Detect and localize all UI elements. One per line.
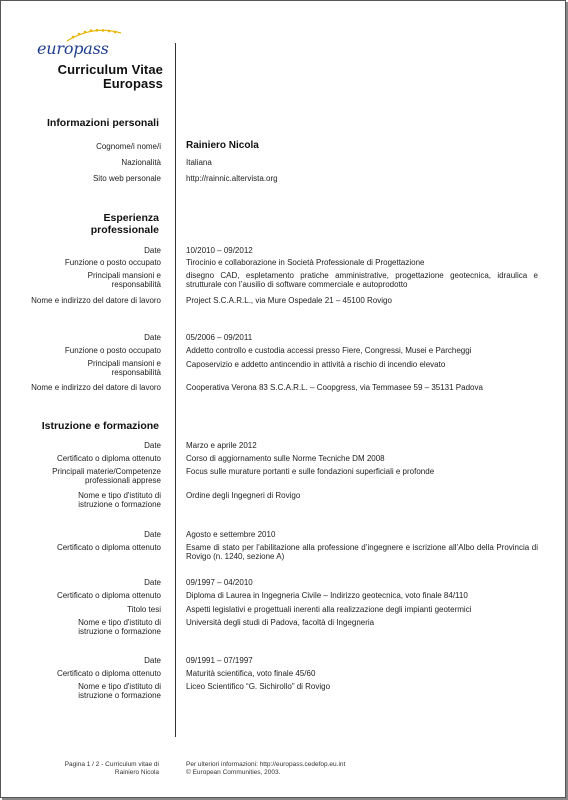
exp1-duties-value: disegno CAD, espletamento pratiche amministrative, progettazione geotecnica, idraulica e strutturale con l’ausilio di software commerciale e autoprodotto xyxy=(186,271,538,289)
nationality-value: Italiana xyxy=(186,158,212,167)
title-line-2: Europass xyxy=(102,76,163,91)
edu2-cert-label: Certificato o diploma ottenuto xyxy=(56,543,161,552)
edu1-cert-value: Corso di aggiornamento sulle Norme Tecniche DM 2008 xyxy=(186,454,385,463)
edu4-cert-value: Maturità scientifica, voto finale 45/60 xyxy=(186,669,316,678)
europass-logo xyxy=(37,27,147,63)
edu1-cert-label: Certificato o diploma ottenuto xyxy=(56,454,161,463)
edu4-inst-label: Nome e tipo d'istituto di istruzione o formazione xyxy=(78,682,161,700)
exp2-date-label: Date xyxy=(144,333,161,342)
experience-title-line-1: Esperienza xyxy=(103,212,159,224)
section-education-title: Istruzione e formazione xyxy=(41,420,159,432)
edu1-subjects-label: Principali materie/Competenze professionali apprese xyxy=(52,467,161,485)
website-value[interactable]: http://rainnic.altervista.org xyxy=(186,174,278,183)
exp2-role-value: Addetto controllo e custodia accessi presso Fiere, Congressi, Musei e Parcheggi xyxy=(186,346,472,355)
footer-left-line-2: Rainiero Nicola xyxy=(114,769,159,776)
edu3-thesis-value: Aspetti legislativi e progettuali inerenti alla realizzazione degli impianti geotermici xyxy=(186,605,472,614)
section-experience-title xyxy=(91,212,159,236)
edu1-inst-label: Nome e tipo d'istituto di istruzione o formazione xyxy=(78,491,161,509)
surname-label: Cognome/i nome/i xyxy=(96,142,161,151)
footer-left-line-1: Pagina 1 / 2 - Curriculum vitae di xyxy=(64,761,159,768)
vertical-divider xyxy=(175,43,176,737)
footer-page-info xyxy=(19,761,159,777)
exp1-employer-label: Nome e indirizzo del datore di lavoro xyxy=(31,296,161,305)
edu3-date-value: 09/1997 – 04/2010 xyxy=(186,578,253,587)
exp1-role-label: Funzione o posto occupato xyxy=(64,258,161,267)
exp2-role-label: Funzione o posto occupato xyxy=(64,346,161,355)
surname-value: Rainiero Nicola xyxy=(186,140,259,151)
document-title xyxy=(21,63,163,91)
footer-right-line-1: Per ulteriori informazioni: http://europass.cedefop.eu.int xyxy=(186,761,346,768)
edu4-inst-value: Liceo Scientifico “G. Sichirollo” di Rovigo xyxy=(186,682,331,691)
edu1-subjects-value: Focus sulle murature portanti e sulle fondazioni superficiali e profonde xyxy=(186,467,435,476)
edu1-date-label: Date xyxy=(144,441,161,450)
edu4-date-value: 09/1991 – 07/1997 xyxy=(186,656,253,665)
exp1-date-label: Date xyxy=(144,246,161,255)
edu2-date-label: Date xyxy=(144,530,161,539)
edu4-cert-label: Certificato o diploma ottenuto xyxy=(56,669,161,678)
edu3-date-label: Date xyxy=(144,578,161,587)
nationality-label: Nazionalità xyxy=(121,158,161,167)
edu1-inst-value: Ordine degli Ingegneri di Rovigo xyxy=(186,491,301,500)
experience-title-line-2: professionale xyxy=(90,224,159,236)
exp1-role-value: Tirocinio e collaborazione in Società Professionale di Progettazione xyxy=(186,258,425,267)
exp1-duties-label: Principali mansioni e responsabilità xyxy=(87,271,161,289)
edu3-thesis-label: Titolo tesi xyxy=(127,605,161,614)
exp2-duties-label: Principali mansioni e responsabilità xyxy=(87,359,161,377)
exp1-date-value: 10/2010 – 09/2012 xyxy=(186,246,253,255)
edu4-date-label: Date xyxy=(144,656,161,665)
exp1-employer-value: Project S.C.A.R.L., via Mure Ospedale 21 – 45100 Rovigo xyxy=(186,296,392,305)
exp2-date-value: 05/2006 – 09/2011 xyxy=(186,333,253,342)
edu1-date-value: Marzo e aprile 2012 xyxy=(186,441,257,450)
section-personal-title: Informazioni personali xyxy=(46,117,159,129)
exp2-duties-value: Caposervizio e addetto antincendio in attività a rischio di incendio elevato xyxy=(186,360,446,369)
edu2-date-value: Agosto e settembre 2010 xyxy=(186,530,276,539)
footer-right-line-2: © European Communities, 2003. xyxy=(186,769,281,776)
title-line-1: Curriculum Vitae xyxy=(57,62,163,77)
edu3-cert-label: Certificato o diploma ottenuto xyxy=(56,591,161,600)
edu3-inst-value: Università degli studi di Padova, facoltà di Ingegneria xyxy=(186,618,375,627)
edu3-inst-label: Nome e tipo d'istituto di istruzione o formazione xyxy=(78,618,161,636)
edu2-cert-value: Esame di stato per l’abilitazione alla professione d’ingegnere e iscrizione all’Albo della Provincia di Rovigo (n. 1240, sezione A) xyxy=(186,543,538,561)
exp2-employer-value: Cooperativa Verona 83 S.C.A.R.L. – Coopgress, via Temmasee 59 – 35131 Padova xyxy=(186,383,483,392)
footer-info xyxy=(186,761,486,777)
exp2-employer-label: Nome e indirizzo del datore di lavoro xyxy=(31,383,161,392)
logo-text: europass xyxy=(37,39,109,58)
edu3-cert-value: Diploma di Laurea in Ingegneria Civile – Indirizzo geotecnica, voto finale 84/110 xyxy=(186,591,468,600)
website-label: Sito web personale xyxy=(92,174,161,183)
